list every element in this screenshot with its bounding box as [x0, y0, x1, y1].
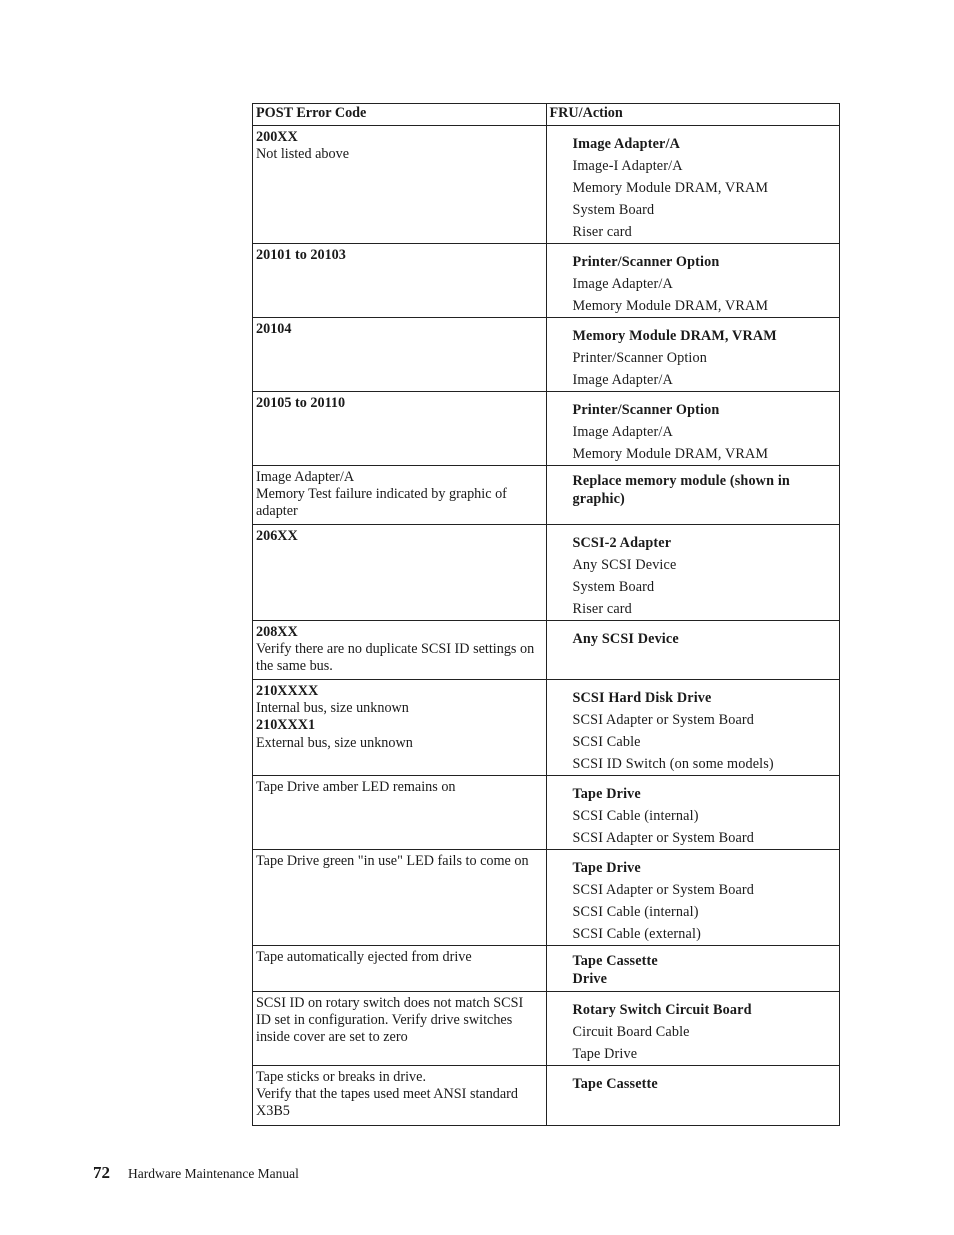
error-code: 20105 to 20110	[256, 395, 346, 411]
error-description: Tape automatically ejected from drive	[256, 949, 472, 965]
table-row	[253, 244, 840, 318]
post-error-code-cell	[253, 850, 547, 946]
fru-item: SCSI Cable (external)	[572, 926, 701, 942]
error-code: 20101 to 20103	[256, 247, 346, 263]
fru-action-cell	[546, 992, 840, 1066]
post-error-code-cell	[253, 318, 547, 392]
fru-item: Printer/Scanner Option	[572, 402, 720, 418]
table-row	[253, 680, 840, 776]
error-description: Tape sticks or breaks in drive.	[256, 1069, 426, 1085]
fru-item: Image Adapter/A	[572, 136, 680, 152]
fru-item: Circuit Board Cable	[572, 1024, 690, 1040]
fru-item: System Board	[572, 579, 655, 595]
fru-item: Image Adapter/A	[572, 372, 673, 388]
fru-item: SCSI Cable (internal)	[572, 808, 699, 824]
error-description: Verify there are no duplicate SCSI ID settings on the same bus.	[256, 641, 535, 675]
fru-item: Image-I Adapter/A	[572, 158, 683, 174]
fru-action-cell	[546, 318, 840, 392]
fru-item: Riser card	[572, 601, 632, 617]
table-row	[253, 392, 840, 466]
error-code: 200XX	[256, 129, 298, 145]
table-row	[253, 466, 840, 525]
table-body	[253, 126, 840, 1126]
table-row	[253, 850, 840, 946]
fru-item: Replace memory module (shown in graphic)	[572, 473, 790, 507]
error-description: SCSI ID on rotary switch does not match SCSI ID set in configuration. Verify drive switches inside cover are set to zero	[256, 995, 524, 1046]
error-description: Memory Test failure indicated by graphic of adapter	[256, 486, 507, 520]
fru-item: Memory Module DRAM, VRAM	[572, 180, 769, 196]
error-code: 20104	[256, 321, 292, 337]
table-row	[253, 992, 840, 1066]
fru-item: Memory Module DRAM, VRAM	[572, 328, 777, 344]
table-row	[253, 946, 840, 992]
table-row	[253, 1066, 840, 1126]
fru-item: SCSI Cable	[572, 734, 641, 750]
fru-item: Any SCSI Device	[572, 557, 677, 573]
table-row	[253, 318, 840, 392]
post-error-code-cell	[253, 776, 547, 850]
fru-item: SCSI Adapter or System Board	[572, 882, 755, 898]
fru-item: Tape Drive	[572, 1046, 638, 1062]
post-error-code-cell	[253, 946, 547, 992]
fru-action-cell	[546, 776, 840, 850]
fru-action-cell	[546, 946, 840, 992]
fru-item: SCSI ID Switch (on some models)	[572, 756, 774, 772]
post-error-code-cell	[253, 680, 547, 776]
post-error-code-cell	[253, 126, 547, 244]
page-footer	[93, 1163, 299, 1183]
table-row	[253, 126, 840, 244]
error-description: Tape Drive green "in use" LED fails to come on	[256, 853, 529, 869]
header-fru-action: FRU/Action	[546, 104, 840, 126]
error-description: Not listed above	[256, 146, 349, 163]
fru-item: SCSI Adapter or System Board	[572, 830, 755, 846]
post-error-code-table	[252, 103, 840, 1126]
error-code: 206XX	[256, 528, 298, 544]
post-error-code-cell	[253, 392, 547, 466]
fru-item: Printer/Scanner Option	[572, 350, 708, 366]
fru-item: Image Adapter/A	[572, 276, 673, 292]
error-code: 210XXXX	[256, 683, 319, 699]
post-error-code-cell	[253, 1066, 547, 1126]
post-error-code-cell	[253, 466, 547, 525]
post-error-code-cell	[253, 525, 547, 621]
error-description: Verify that the tapes used meet ANSI standard X3B5	[256, 1086, 519, 1120]
fru-item: Tape Cassette	[572, 953, 658, 969]
fru-action-cell	[546, 126, 840, 244]
error-description: Internal bus, size unknown	[256, 700, 409, 717]
fru-item: SCSI-2 Adapter	[572, 535, 672, 551]
error-description: External bus, size unknown	[256, 734, 413, 751]
fru-item: Any SCSI Device	[572, 631, 679, 647]
page-number: 72	[93, 1163, 110, 1182]
fru-item: Riser card	[572, 224, 632, 240]
fru-action-cell	[546, 680, 840, 776]
fru-item: Tape Drive	[572, 860, 641, 876]
fru-action-cell	[546, 525, 840, 621]
fru-action-cell	[546, 466, 840, 525]
error-code: 210XXX1	[256, 717, 316, 734]
fru-item: SCSI Cable (internal)	[572, 904, 699, 920]
post-error-code-cell	[253, 621, 547, 680]
table-row	[253, 525, 840, 621]
fru-item: Image Adapter/A	[572, 424, 673, 440]
fru-item: Printer/Scanner Option	[572, 254, 720, 270]
table-row	[253, 776, 840, 850]
post-error-code-cell	[253, 992, 547, 1066]
fru-item: Memory Module DRAM, VRAM	[572, 446, 769, 462]
post-error-code-cell	[253, 244, 547, 318]
fru-item: Memory Module DRAM, VRAM	[572, 298, 769, 314]
error-description: Tape Drive amber LED remains on	[256, 779, 456, 795]
table-row	[253, 621, 840, 680]
fru-item: Rotary Switch Circuit Board	[572, 1002, 752, 1018]
error-description: Image Adapter/A	[256, 469, 355, 485]
fru-item: SCSI Adapter or System Board	[572, 712, 755, 728]
fru-action-cell	[546, 244, 840, 318]
fru-action-cell	[546, 1066, 840, 1126]
fru-item: Tape Drive	[572, 786, 641, 802]
error-code: 208XX	[256, 624, 298, 640]
fru-item: System Board	[572, 202, 655, 218]
fru-action-cell	[546, 850, 840, 946]
fru-item: SCSI Hard Disk Drive	[572, 690, 712, 706]
fru-item: Tape Cassette	[572, 1076, 658, 1092]
fru-action-cell	[546, 621, 840, 680]
fru-action-cell	[546, 392, 840, 466]
manual-title: Hardware Maintenance Manual	[128, 1166, 299, 1181]
table-header-row	[253, 104, 840, 126]
fru-item: Drive	[572, 970, 608, 987]
header-post-error-code: POST Error Code	[253, 104, 547, 126]
